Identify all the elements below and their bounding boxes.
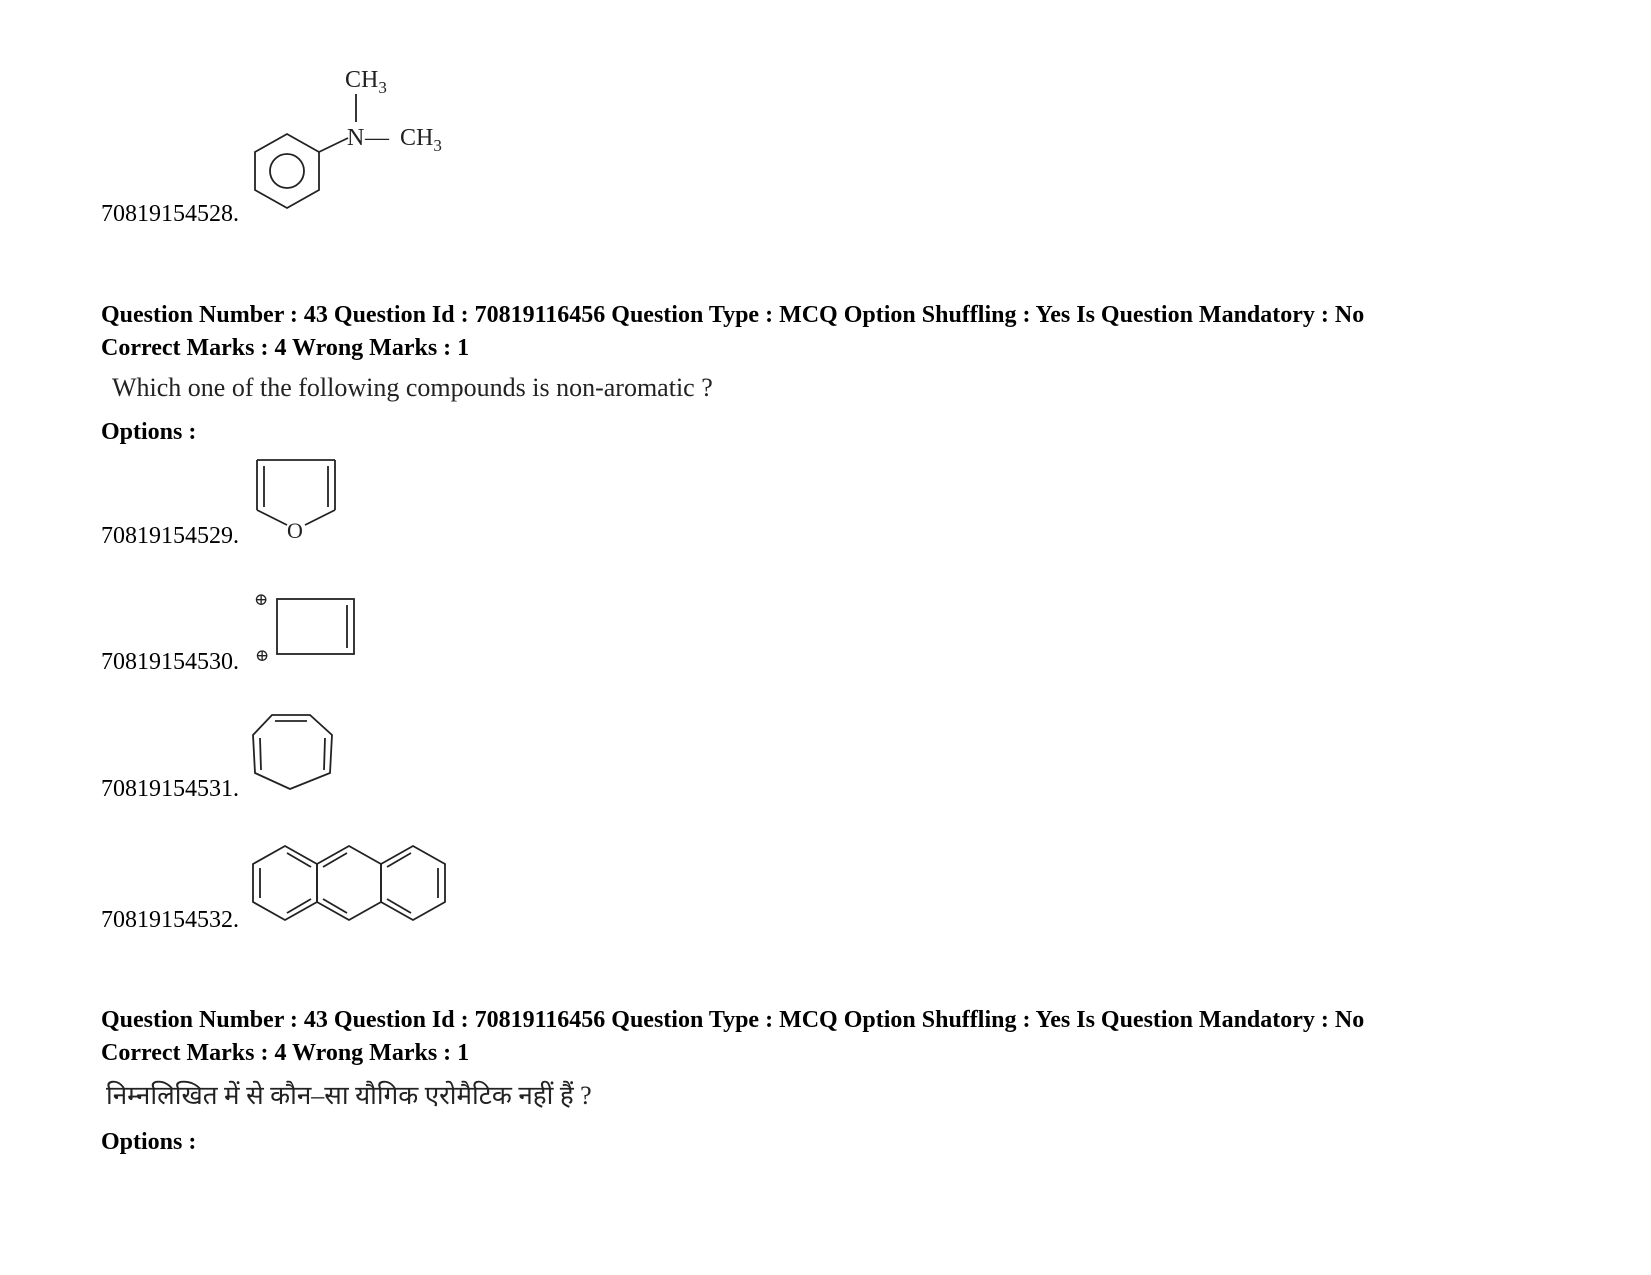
- option-id: 70819154532.: [101, 907, 239, 933]
- methyl-label-right: $CH_3$: [400, 125, 442, 155]
- bond-dash: —: [365, 125, 389, 151]
- furan-structure: [245, 450, 355, 550]
- methyl-label-top: $CH_3$: [345, 67, 387, 97]
- anthracene-structure: [245, 840, 450, 930]
- nitrogen-label: N: [347, 125, 365, 151]
- question-meta-line2: Correct Marks : 4 Wrong Marks : 1: [101, 335, 470, 361]
- dimethylaniline-structure: [245, 60, 475, 220]
- options-label: Options :: [101, 419, 197, 445]
- positive-charge-top: ⊕: [254, 590, 269, 609]
- oxygen-label: O: [287, 518, 303, 543]
- question-text-hindi: निम्नलिखित में से कौन–सा यौगिक एरोमैटिक नहीं हैं ?: [106, 1081, 592, 1110]
- question-text: Which one of the following compounds is non-aromatic ?: [112, 373, 713, 402]
- option-id: 70819154528.: [101, 201, 239, 227]
- positive-charge-bottom: ⊕: [255, 646, 270, 665]
- question-meta-line1: Question Number : 43 Question Id : 70819116456 Question Type : MCQ Option Shuffling : Yes Is Question Mandatory : No: [101, 302, 1365, 328]
- option-id: 70819154529.: [101, 523, 239, 549]
- options-label: Options :: [101, 1129, 197, 1155]
- cycloheptatriene-structure: [245, 705, 345, 800]
- question-meta-line1: Question Number : 43 Question Id : 70819116456 Question Type : MCQ Option Shuffling : Yes Is Question Mandatory : No: [101, 1007, 1365, 1033]
- option-id: 70819154530.: [101, 649, 239, 675]
- cyclobutadiene-dication-structure: [245, 585, 365, 670]
- option-id: 70819154531.: [101, 776, 239, 802]
- question-meta-line2: Correct Marks : 4 Wrong Marks : 1: [101, 1040, 470, 1066]
